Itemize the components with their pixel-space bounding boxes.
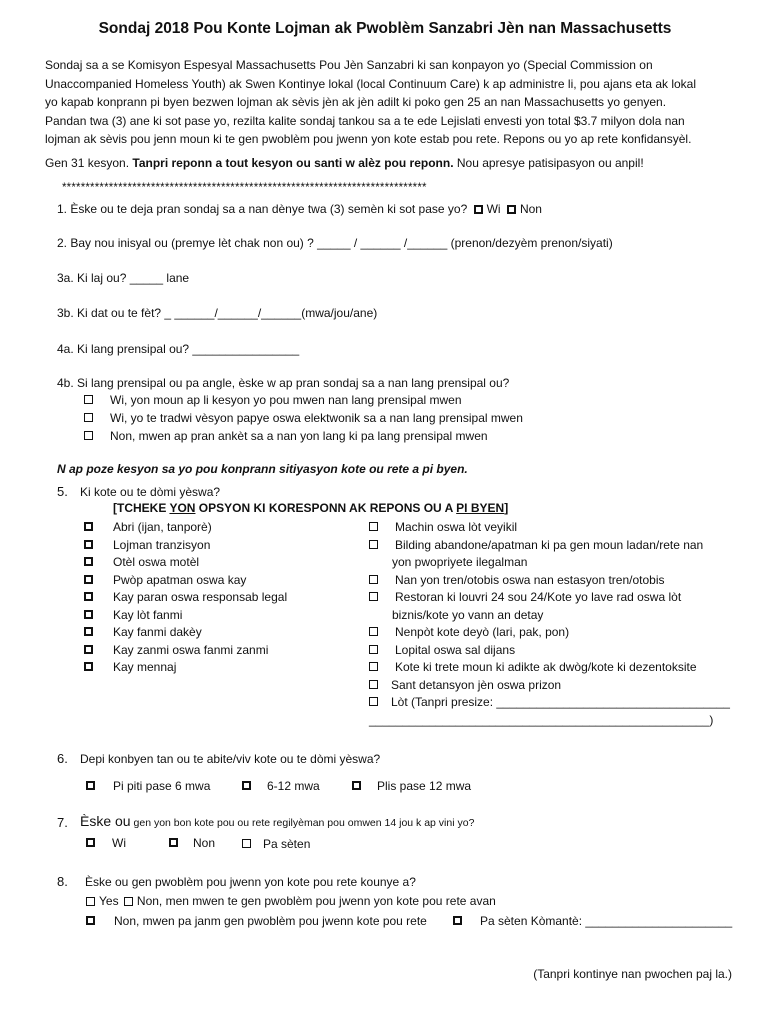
checkbox-icon[interactable]: [242, 781, 251, 790]
checkbox-icon[interactable]: [352, 781, 361, 790]
intro-line: Unaccompanied Homeless Youth) ak Swen Kontinye lokal (local Continuum Care) k ap administre li, pou ajans eta ak lokal: [45, 76, 697, 91]
checkbox-icon[interactable]: [453, 916, 462, 925]
q6-text: Depi konbyen tan ou te abite/viv kote ou te dòmi yèswa?: [80, 752, 381, 766]
question-4a[interactable]: 4a. Ki lang prensipal ou? ________________: [57, 342, 300, 356]
q5-option-continued: biznis/kote yo vann an detay: [392, 608, 544, 622]
checkbox-icon[interactable]: [369, 680, 378, 689]
question-2[interactable]: 2. Bay nou inisyal ou (premye lèt chak non ou) ? _____ / ______ /______ (prenon/dezyèm prenon/siyati): [57, 236, 613, 250]
intro-line: Pandan twa (3) ane ki sot pase yo, rezilta kalite sondaj tankou sa a te ede Lejislati envesti yon total $3.7 milyon dola nan: [45, 113, 685, 128]
checkbox-icon[interactable]: [84, 557, 93, 566]
instructions-prefix: Gen 31 kesyon.: [45, 156, 133, 170]
q6-number: 6.: [57, 751, 68, 766]
checkbox-icon[interactable]: [84, 575, 93, 584]
question-3b[interactable]: 3b. Ki dat ou te fèt? _ ______/______/______(mwa/jou/ane): [57, 306, 378, 320]
checkbox-icon[interactable]: [369, 540, 378, 549]
checkbox-icon[interactable]: [84, 395, 93, 404]
q7-text: Èske ou gen yon bon kote pou ou rete regilyèman pou omwen 14 jou k ap vini yo?: [80, 813, 475, 829]
survey-page: Sondaj 2018 Pou Konte Lojman ak Pwoblèm Sanzabri Jèn nan Massachusetts Sondaj sa a se Komisyon Espesyal Massachusetts Pou Jèn Sanzabri ki san konpayon yo (Special Commission on Unaccompanied Homeless Youth) ak Swen Kontinye lokal (local Continuum Care) k ap administre li, pou ajans eta ak lokal yo kapab konprann pi byen bezwen lojman ak sèvis jèn ak jèn adilt ki poko gen 25 an nan Massachusetts yo genyen. Pandan twa (3) ane ki sot pase yo, rezilta kalite sondaj tankou sa a te ede Lejislati envesti yon total $3.7 milyon dola nan lojman ak sèvis pou jenn moun ki te gen pwoblèm pou jwenn yon kote estab pou rete. Repons ou yo ap rete konfidansyèl. Gen 31 kesyon. Tanpri reponn a tout kesyon ou santi w alèz pou reponn. Nou apresye patisipasyon ou anpil! ****************************************************************************** 1. Èske ou te deja pran sondaj sa a nan dènye twa (3) semèn ki sot pase yo? Wi Non 2. Bay nou inisyal ou (premye lèt chak non ou) ? _____ / ______ /______ (prenon/dezyèm prenon/siyati) 3a. Ki laj ou? _____ lane 3b. Ki dat ou te fèt? _ ______/______/______(mwa/jou/ane) 4a. Ki lang prensipal ou? ________________ 4b. Si lang prensipal ou pa angle, èske w ap pran sondaj sa a nan lang prensipal ou? Wi, yon moun ap li kesyon yo pou mwen nan lang prensipal mwen Wi, yo te tradwi vèsyon papye oswa elektwonik sa a nan lang prensipal mwen Non, mwen ap pran ankèt sa a nan yon lang ki pa lang prensipal mwen N ap poze kesyon sa yo pou konprann sitiyasyon kote ou rete a pi byen. 5. Ki kote ou te dòmi yèswa? [TCHEKE YON OPSYON KI KORESPONN AK REPONS OU A PI BYEN] Abri (ijan, tanporè) Lojman tranzisyon Otèl oswa motèl Pwòp apatman oswa kay Kay paran oswa responsab legal Kay lòt fanmi Kay fanmi dakèy Kay zanmi oswa fanmi zanmi Kay mennaj Machin oswa lòt veyikil Bilding abandone/apatman ki pa gen moun ladan/rete nan yon pwopriyete ilegalman Nan yon tren/otobis oswa nan estasyon tren/otobis Restoran ki louvri 24 sou 24/Kote yo lave rad oswa lòt biznis/kote yo vann an detay Nenpòt kote deyò (lari, pak, pon) Lopital oswa sal dijans Kote ki trete moun ki adikte ak dwòg/kote ki dezentoksite Sant detansyon jèn oswa prizon Lòt (Tanpri presize: ___________________________________ ___________________________________________________) 6. Depi konbyen tan ou te abite/viv kote ou te dòmi yèswa? Pi piti pase 6 mwa 6-12 mwa Plis pase 12 mwa 7. Èske ou gen yon bon kote pou ou rete regilyèman pou omwen 14 jou k ap vini yo? Wi Non Pa sèten 8. Èske ou gen pwoblèm pou jwenn yon kote pou rete kounye a? Yes Non, men mwen te gen pwoblèm pou jwenn yon kote pou rete avan Non, mwen pa janm gen pwoblèm pou jwenn kote pou rete Pa sèten Kòmantè: ______________________ (Tanpri kontinye nan pwochen paj la.): [0, 0, 770, 1024]
question-4b: 4b. Si lang prensipal ou pa angle, èske w ap pran sondaj sa a nan lang prensipal ou?: [57, 376, 510, 390]
checkbox-icon[interactable]: [369, 592, 378, 601]
checkbox-icon[interactable]: [84, 431, 93, 440]
instructions-bold: Tanpri reponn a tout kesyon ou santi w alèz pou reponn.: [132, 156, 454, 170]
q5-other-field[interactable]: ___________________________________________________): [369, 713, 714, 727]
checkbox-icon[interactable]: [369, 645, 378, 654]
checkbox-q1-no[interactable]: [507, 205, 516, 214]
q8-number: 8.: [57, 874, 68, 889]
instructions: [45, 156, 644, 170]
checkbox-icon[interactable]: [169, 838, 178, 847]
checkbox-icon[interactable]: [86, 781, 95, 790]
instructions-suffix: Nou apresye patisipasyon ou anpil!: [453, 156, 644, 170]
checkbox-icon[interactable]: [369, 627, 378, 636]
checkbox-icon[interactable]: [84, 662, 93, 671]
checkbox-icon[interactable]: [84, 413, 93, 422]
q1-yes-label: Wi: [486, 202, 501, 216]
intro-line: lojman ak sèvis pou jenn moun ki te gen pwoblèm pou jwenn yon kote estab pou rete. Repons ou yo ap rete konfidansyèl.: [45, 132, 692, 146]
checkbox-q1-yes[interactable]: [474, 205, 483, 214]
checkbox-q8-yes[interactable]: [86, 897, 95, 906]
q5-option-continued: yon pwopriyete ilegalman: [392, 555, 528, 569]
q7-number: 7.: [57, 815, 68, 830]
checkbox-icon[interactable]: [84, 522, 93, 531]
intro-line: yo kapab konprann pi byen bezwen lojman ak sèvis jèn ak jèn adilt ki poko gen 25 an nan Massachusetts yo genyen.: [45, 95, 667, 109]
question-1: [57, 202, 542, 216]
checkbox-icon[interactable]: [84, 610, 93, 619]
q5-text: Ki kote ou te dòmi yèswa?: [80, 485, 221, 499]
checkbox-icon[interactable]: [369, 697, 378, 706]
q8-text: Èske ou gen pwoblèm pou jwenn yon kote pou rete kounye a?: [85, 875, 416, 889]
checkbox-icon[interactable]: [86, 916, 95, 925]
checkbox-icon[interactable]: [84, 627, 93, 636]
section-note: N ap poze kesyon sa yo pou konprann sitiyasyon kote ou rete a pi byen.: [57, 462, 468, 476]
checkbox-q8-no-before[interactable]: [124, 897, 133, 906]
question-1-text: 1. Èske ou te deja pran sondaj sa a nan dènye twa (3) semèn ki sot pase yo?: [57, 202, 468, 216]
intro-line: Sondaj sa a se Komisyon Espesyal Massachusetts Pou Jèn Sanzabri ki san konpayon yo (Special Commission on: [45, 58, 653, 72]
q1-no-label: Non: [519, 202, 542, 216]
checkbox-icon[interactable]: [242, 839, 251, 848]
checkbox-icon[interactable]: [369, 522, 378, 531]
checkbox-icon[interactable]: [86, 838, 95, 847]
question-3a[interactable]: 3a. Ki laj ou? _____ lane: [57, 271, 190, 285]
page-title: Sondaj 2018 Pou Konte Lojman ak Pwoblèm Sanzabri Jèn nan Massachusetts: [98, 20, 672, 37]
checkbox-icon[interactable]: [84, 540, 93, 549]
checkbox-icon[interactable]: [84, 592, 93, 601]
q8-options-row: Yes Non, men mwen te gen pwoblèm pou jwenn yon kote pou rete avan: [86, 894, 496, 908]
intro-paragraph: [45, 56, 735, 149]
checkbox-icon[interactable]: [84, 645, 93, 654]
q5-number: 5.: [57, 484, 68, 499]
q5-instruction: [TCHEKE YON OPSYON KI KORESPONN AK REPONS OU A PI BYEN]: [113, 501, 509, 515]
checkbox-icon[interactable]: [369, 575, 378, 584]
separator: ******************************************************************************: [62, 182, 427, 194]
footer-note: (Tanpri kontinye nan pwochen paj la.): [533, 967, 732, 981]
checkbox-icon[interactable]: [369, 662, 378, 671]
